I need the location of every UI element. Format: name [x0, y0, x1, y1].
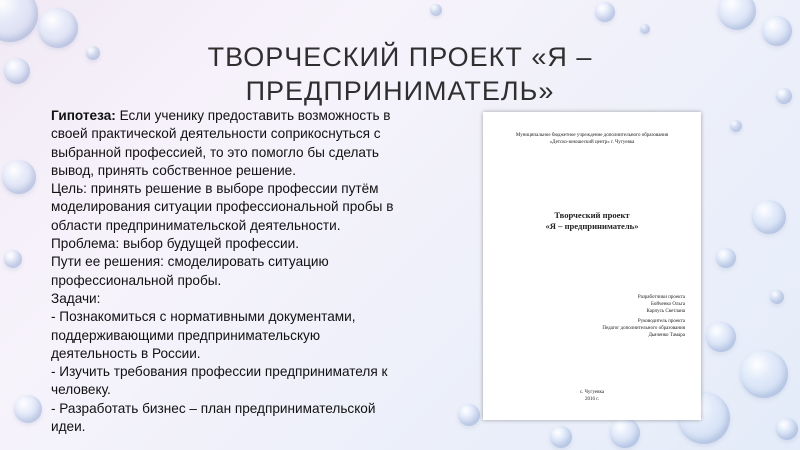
bubble-decoration	[595, 2, 615, 22]
bubble-decoration	[776, 88, 792, 104]
body-line: человеку.	[51, 382, 111, 398]
doc-title-line: «Я – предприниматель»	[545, 221, 639, 231]
doc-supervisor-line: Руководитель проекта	[637, 319, 685, 324]
doc-title	[493, 210, 691, 232]
bubble-decoration	[458, 404, 480, 426]
body-line: - Познакомиться с нормативными документами,	[51, 309, 356, 325]
bubble-decoration	[4, 58, 30, 84]
bubble-decoration	[762, 16, 792, 46]
bubble-decoration	[716, 248, 736, 268]
body-line: вывод, принять собственное решение.	[51, 162, 297, 178]
slide-body	[51, 107, 441, 436]
bubble-decoration	[776, 418, 798, 440]
body-line: идеи.	[51, 419, 86, 435]
bubble-decoration	[718, 0, 756, 30]
bubble-decoration	[706, 322, 736, 352]
doc-developers-line: Карпусь Светлана	[646, 309, 685, 314]
doc-supervisor-line: Дьяченко Тамара	[648, 333, 685, 338]
doc-header-line: «Детско-юношеский центр» г. Чугуевка	[549, 140, 635, 145]
doc-developers-line: Бойченко Ольга	[650, 302, 685, 307]
body-line: выбранной профессией, то это помогло бы сделать	[51, 144, 380, 160]
bubble-decoration	[38, 8, 78, 48]
doc-header	[493, 132, 691, 146]
body-line: Проблема: выбор будущей профессии.	[51, 236, 299, 252]
body-line: области предпринимательской деятельности.	[51, 217, 341, 233]
doc-footer-line: с. Чугуевка	[579, 390, 605, 395]
bubble-decoration	[14, 395, 42, 423]
doc-supervisor-line: Педагог дополнительного образования	[602, 326, 685, 331]
bubble-decoration	[752, 200, 786, 234]
body-line: - Разработать бизнес – план предпринимательской	[51, 400, 376, 416]
bubble-decoration	[4, 250, 22, 268]
body-line: поддерживающими предпринимательскую	[51, 327, 321, 343]
body-line: деятельность в России.	[51, 345, 201, 361]
body-line: - Изучить требования профессии предпринимателя к	[51, 364, 388, 380]
bubble-decoration	[640, 24, 650, 34]
doc-developers-line: Разработчики проекта	[637, 295, 685, 300]
doc-title-line: Творческий проект	[554, 210, 630, 220]
bubble-decoration	[86, 46, 100, 60]
body-line: своей практической деятельности соприкоснуться с	[51, 126, 381, 142]
doc-footer	[493, 389, 691, 403]
bubble-decoration	[770, 290, 784, 304]
bubble-decoration	[430, 4, 442, 16]
body-line: Цель: принять решение в выборе профессии путём	[51, 181, 379, 197]
body-line	[51, 107, 441, 125]
bubble-decoration	[730, 120, 742, 132]
doc-developers	[638, 294, 685, 315]
bubble-decoration	[0, 0, 38, 42]
body-line: профессиональной пробы.	[51, 272, 222, 288]
doc-supervisor	[602, 318, 685, 339]
body-line: моделирования ситуации профессиональной пробы в	[51, 199, 394, 215]
bubble-decoration	[740, 350, 788, 398]
hypothesis-label: Гипотеза:	[51, 108, 116, 123]
bubble-decoration	[2, 160, 36, 194]
body-line: Пути ее решения: смоделировать ситуацию	[51, 254, 329, 270]
doc-footer-line: 2016 г.	[585, 397, 599, 402]
body-line: Задачи:	[51, 290, 101, 306]
hypothesis-text: Если ученику предоставить возможность в	[115, 108, 391, 123]
bubble-decoration	[610, 418, 640, 448]
doc-header-line: Муниципальное бюджетное учреждение дополнительного образования	[515, 133, 669, 138]
slide-title: ТВОРЧЕСКИЙ ПРОЕКТ «Я – ПРЕДПРИНИМАТЕЛЬ»	[207, 42, 593, 106]
title-page-image	[483, 112, 701, 420]
bubble-decoration	[550, 426, 572, 448]
